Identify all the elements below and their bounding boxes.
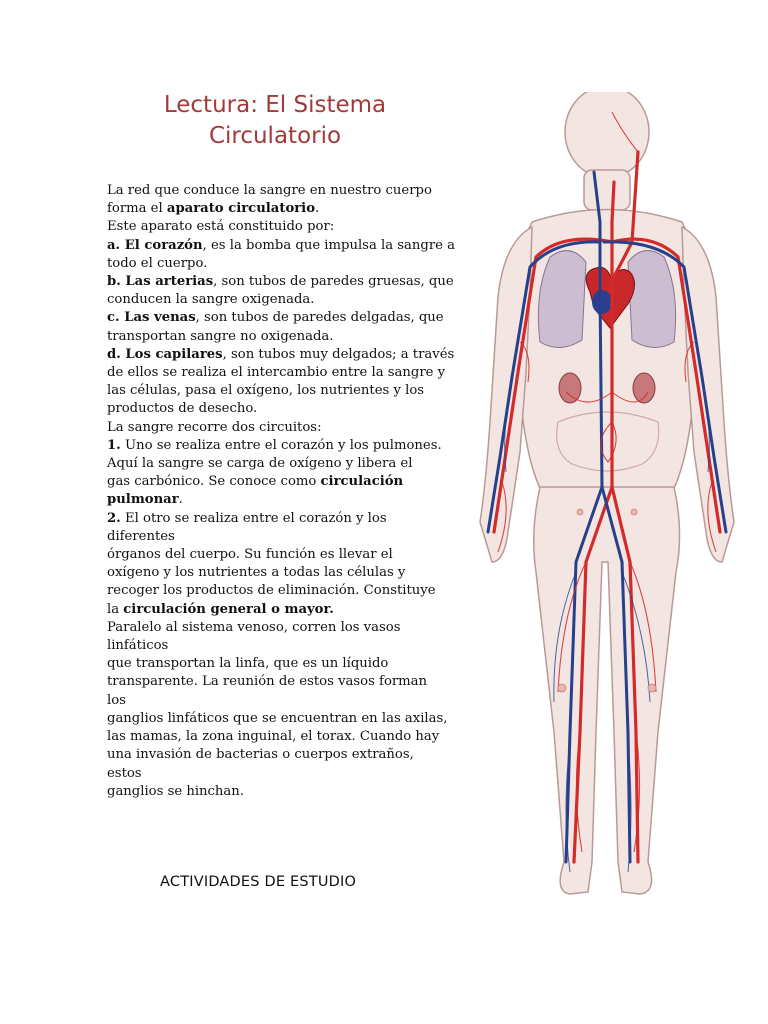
text-line [107,346,455,364]
text-segment: la [107,601,124,617]
text-segment: . [315,201,320,217]
text-segment: diferentes [107,528,175,544]
text-line [107,728,447,746]
text-line [107,473,447,491]
bold-term: 1. [107,437,121,453]
text-line [107,582,447,600]
text-segment: ganglios linfáticos que se encuentran en las axilas, [107,710,448,726]
text-segment: linfáticos [107,638,169,654]
text-line [107,564,447,582]
text-line [107,746,447,764]
text-line [107,546,447,564]
text-line [107,601,447,619]
text-line [107,273,454,291]
text-segment: órganos del cuerpo. Su función es llevar el [107,547,393,563]
text-line [107,673,447,691]
text-line [107,255,447,273]
text-segment: El otro se realiza entre el corazón y los [120,510,387,526]
text-line [107,783,447,801]
text-segment: , son tubos de paredes delgadas, que [195,310,444,326]
text-segment: gas carbónico. Se conoce como [107,474,321,490]
text-line [107,419,447,437]
bold-term: c. Las venas [107,310,196,326]
bold-term: circulación [320,474,404,490]
text-segment: forma el [107,201,167,217]
text-segment: conducen la sangre oxigenada. [107,292,315,308]
text-segment: La red que conduce la sangre en nuestro cuerpo [107,183,432,198]
bold-term: d. Los capilares [107,346,223,362]
bold-term: b. Las arterias [107,274,214,290]
text-segment: de ellos se realiza el intercambio entre la sangre y [107,365,446,381]
bold-term: 2. [107,510,121,526]
text-segment: , son tubos de paredes gruesas, que [213,274,454,290]
text-segment: , son tubos muy delgados; a través [222,346,455,362]
text-line [107,455,447,473]
activities-heading: ACTIVIDADES DE ESTUDIO [160,874,357,890]
text-line [107,510,447,528]
text-segment: Este aparato está constituido por: [107,219,335,235]
text-line [107,655,447,673]
text-line [107,528,447,546]
text-segment: las células, pasa el oxígeno, los nutrientes y los [107,383,425,399]
text-line [107,218,447,236]
text-line [107,364,447,382]
text-line [107,200,447,218]
text-line [107,291,447,309]
text-line [107,765,447,783]
page-title [120,90,430,152]
text-segment: Paralelo al sistema venoso, corren los vasos [107,619,401,635]
text-segment: . [178,492,183,508]
text-line [107,491,447,509]
bold-term: aparato circulatorio [166,201,315,217]
human-body-icon [462,92,752,902]
text-line [107,328,447,346]
text-segment: los [107,692,126,708]
bold-term: a. El corazón [107,237,203,253]
bold-term: pulmonar [107,492,179,508]
text-segment: productos de desecho. [107,401,258,417]
text-segment: las mamas, la zona inguinal, el torax. Cuando hay [107,729,440,745]
text-line [107,710,447,728]
text-line [107,237,456,255]
reading-text [107,182,456,801]
title-line-2: Circulatorio [208,123,342,149]
title-line-1: Lectura: El Sistema [163,92,387,118]
text-segment: Uno se realiza entre el corazón y los pulmones. [120,437,442,453]
text-segment: oxígeno y los nutrientes a todas las células y [107,565,406,581]
text-segment: una invasión de bacterias o cuerpos extraños, [107,747,414,763]
text-segment: La sangre recorre dos circuitos: [107,419,322,435]
text-line [107,382,447,400]
circulatory-system-illustration [462,92,752,902]
text-line [107,637,447,655]
text-line [107,692,447,710]
text-segment: ganglios se hinchan. [107,783,244,799]
text-segment: , es la bomba que impulsa la sangre a [202,237,456,253]
text-line [107,400,447,418]
text-line [107,182,447,200]
text-segment: Aquí la sangre se carga de oxígeno y libera el [107,456,413,472]
text-segment: estos [107,765,142,781]
text-segment: transportan sangre no oxigenada. [107,328,334,344]
text-line [107,619,447,637]
text-line [107,437,447,455]
bold-term: circulación general o mayor. [123,601,334,617]
text-line [107,309,447,327]
text-segment: todo el cuerpo. [107,255,208,271]
text-segment: transparente. La reunión de estos vasos forman [107,674,428,690]
text-segment: recoger los productos de eliminación. Constituye [107,583,436,599]
text-segment: que transportan la linfa, que es un líquido [107,656,389,672]
